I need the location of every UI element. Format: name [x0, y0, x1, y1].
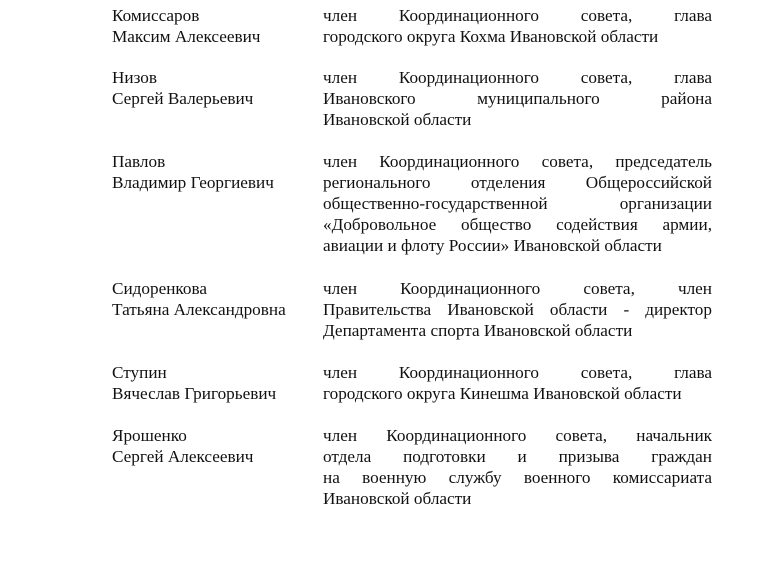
member-surname: Низов: [112, 68, 158, 87]
member-name: [112, 362, 312, 404]
member-role: [323, 67, 712, 130]
member-name: [112, 425, 312, 467]
member-role: [323, 425, 712, 509]
role-line: на военную службу военного комиссариата: [323, 468, 712, 487]
member-given-names: Сергей Алексеевич: [112, 447, 254, 466]
member-given-names: Татьяна Александровна: [112, 300, 286, 319]
member-name: [112, 151, 312, 193]
role-line: Ивановского муниципального района: [323, 89, 712, 108]
member-given-names: Максим Алексеевич: [112, 27, 261, 46]
role-line: Департамента спорта Ивановской области: [323, 321, 633, 340]
role-line: городского округа Кохма Ивановской области: [323, 27, 659, 46]
role-line: общественно-государственной организации: [323, 194, 712, 213]
member-surname: Ярошенко: [112, 426, 187, 445]
member-surname: Комиссаров: [112, 6, 200, 25]
member-surname: Павлов: [112, 152, 166, 171]
role-line: Ивановской области: [323, 489, 472, 508]
role-line: Правительства Ивановской области - директор: [323, 300, 712, 319]
role-line: член Координационного совета, глава: [323, 363, 712, 382]
role-line: «Добровольное общество содействия армии,: [323, 215, 712, 234]
member-name: [112, 278, 312, 320]
role-line: член Координационного совета, глава: [323, 6, 712, 25]
member-role: [323, 5, 712, 47]
role-line: авиации и флоту России» Ивановской области: [323, 236, 662, 255]
role-line: член Координационного совета, член: [323, 279, 712, 298]
member-given-names: Сергей Валерьевич: [112, 89, 254, 108]
role-line: городского округа Кинешма Ивановской области: [323, 384, 682, 403]
member-role: [323, 278, 712, 341]
role-line: член Координационного совета, начальник: [323, 426, 712, 445]
role-line: регионального отделения Общероссийской: [323, 173, 712, 192]
role-line: член Координационного совета, глава: [323, 68, 712, 87]
member-given-names: Владимир Георгиевич: [112, 173, 274, 192]
member-role: [323, 362, 712, 404]
member-given-names: Вячеслав Григорьевич: [112, 384, 277, 403]
role-line: член Координационного совета, председатель: [323, 152, 712, 171]
member-surname: Сидоренкова: [112, 279, 208, 298]
role-line: Ивановской области: [323, 110, 472, 129]
member-name: [112, 67, 312, 109]
role-line: отдела подготовки и призыва граждан: [323, 447, 712, 466]
member-role: [323, 151, 712, 256]
member-surname: Ступин: [112, 363, 167, 382]
member-name: [112, 5, 312, 47]
